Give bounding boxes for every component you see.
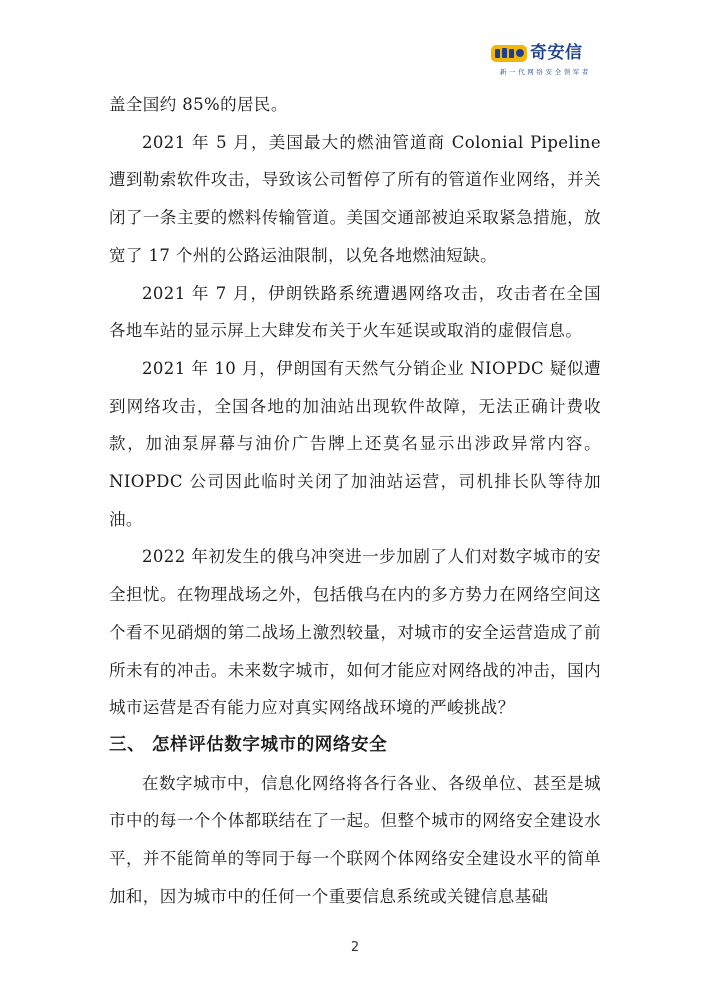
paragraph-continued: 盖全国约 85%的居民。 (109, 95, 288, 114)
page-number: 2 (350, 940, 360, 955)
paragraph-niopdc: 2021 年 10 月，伊朗国有天然气分销企业 NIOPDC 疑似遭到网络攻击，全国各地的加油站出现软件故障，无法正确计费收款，加油泵屏幕与油价广告牌上还莫名显示出涉政异常内容。NIOPDC 公司因此临时关闭了加油站运营，司机排长队等待加油。 (109, 358, 601, 529)
paragraph-colonial-pipeline: 2021 年 5 月，美国最大的燃油管道商 Colonial Pipeline 遭到勒索软件攻击，导致该公司暂停了所有的管道作业网络，并关闭了一条主要的燃料传输管道。美国交通部被迫采取紧急措施，放宽了 17 个州的公路运油限制，以免各地燃油短缺。 (109, 132, 601, 265)
logo-name: 奇安信 (530, 43, 583, 63)
paragraph-section-three: 在数字城市中，信息化网络将各行各业、各级单位、甚至是城市中的每一个个体都联结在了一起。但整个城市的网络安全建设水平，并不能简单的等同于每一个联网个体网络安全建设水平的简单加和，因为城市中的任何一个重要信息系统或关键信息基础 (109, 773, 601, 906)
logo-mark-icon (490, 42, 530, 64)
logo-slogan: 新一代网络安全领军者 (500, 68, 591, 76)
paragraph-iran-railway: 2021 年 7 月，伊朗铁路系统遭遇网络攻击，攻击者在全国各地车站的显示屏上大肆发布关于火车延误或取消的虚假信息。 (109, 283, 601, 341)
document-body (109, 86, 601, 915)
section-heading: 三、 怎样评估数字城市的网络安全 (109, 734, 388, 755)
company-logo (490, 42, 602, 82)
paragraph-russia-ukraine: 2022 年初发生的俄乌冲突进一步加剧了人们对数字城市的安全担忧。在物理战场之外，包括俄乌在内的多方势力在网络空间这个看不见硝烟的第二战场上激烈较量，对城市的安全运营造成了前所未有的冲击。未来数字城市，如何才能应对网络战的冲击，国内城市运营是否有能力应对真实网络战环境的严峻挑战？ (109, 547, 601, 718)
